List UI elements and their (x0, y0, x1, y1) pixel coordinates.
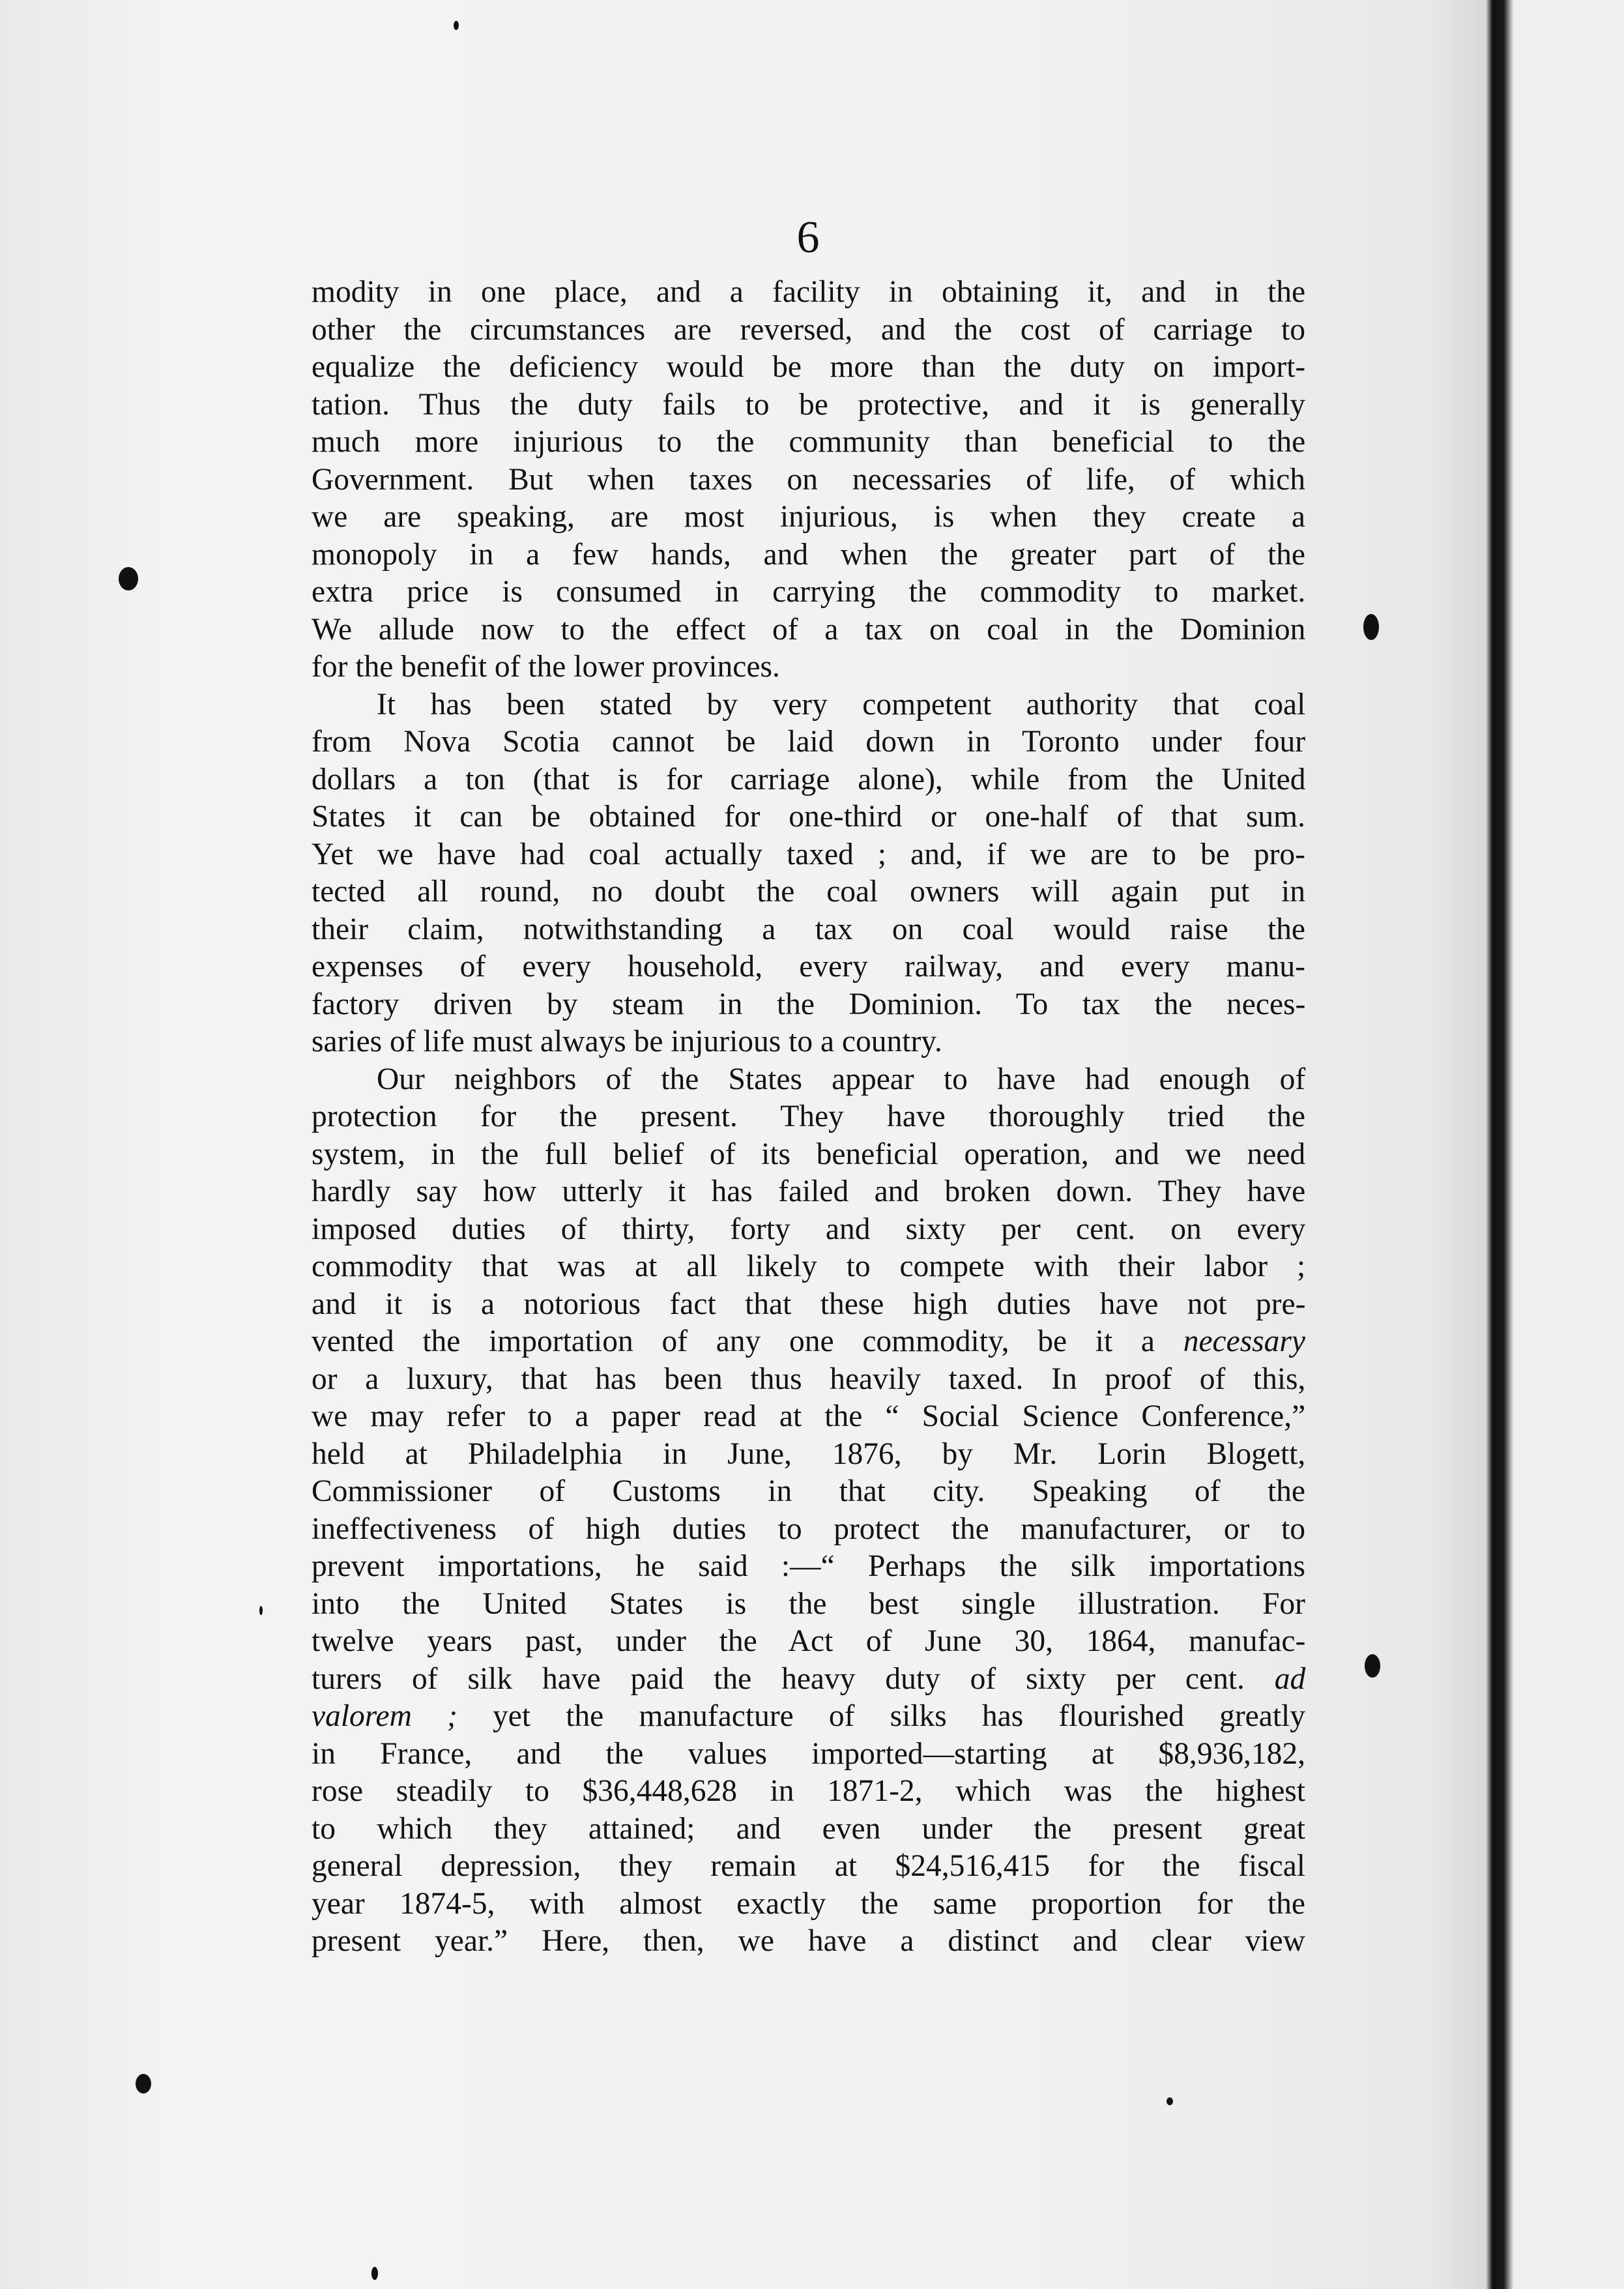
text-line (312, 1661, 1305, 1699)
text-line (312, 1886, 1305, 1923)
text-line (312, 948, 1305, 986)
line-text: expenses of every household, every railway, and every manu- (312, 950, 1305, 984)
scan-speck (371, 2267, 378, 2280)
text-line (312, 1248, 1305, 1286)
text-line (312, 1173, 1305, 1211)
scan-speck (136, 2074, 151, 2093)
text-line (312, 424, 1305, 461)
text-line (312, 723, 1305, 761)
text-line (312, 1773, 1305, 1811)
italic-text: ad (1274, 1661, 1306, 1696)
line-text: or a luxury, that has been thus heavily taxed. In proof of this, (312, 1362, 1306, 1396)
line-text: commodity that was at all likely to compete with their labor ; (312, 1249, 1306, 1283)
text-line (312, 1136, 1305, 1174)
line-text: to which they attained; and even under the present great (312, 1811, 1305, 1846)
text-line (312, 761, 1305, 799)
italic-text: valorem ; (312, 1699, 457, 1733)
line-text: dollars a ton (that is for carriage alone), while from the United (312, 762, 1306, 796)
line-text: ineffectiveness of high duties to protect the manufacturer, or to (312, 1511, 1305, 1546)
text-line (312, 1398, 1305, 1436)
body-text (312, 274, 1305, 1961)
line-text: States it can be obtained for one-third or one-half of that sum. (312, 800, 1305, 834)
line-text: for the benefit of the lower provinces. (312, 650, 780, 684)
text-line (312, 1698, 1305, 1736)
line-text: turers of silk have paid the heavy duty of sixty per cent. (312, 1661, 1245, 1696)
line-text: year 1874-5, with almost exactly the same proportion for the (312, 1886, 1305, 1921)
line-text: modity in one place, and a facility in obtaining it, and in the (312, 275, 1306, 309)
line-text: hardly say how utterly it has failed and broken down. They have (312, 1174, 1306, 1208)
text-line (312, 1361, 1305, 1399)
line-text: we may refer to a paper read at the “ Social Science Conference,” (312, 1399, 1306, 1433)
line-text: Our neighbors of the States appear to have had enough of (377, 1062, 1306, 1096)
line-text: general depression, they remain at $24,516,415 for the fiscal (312, 1849, 1305, 1883)
line-text: protection for the present. They have thoroughly tried the (312, 1100, 1306, 1133)
line-text: system, in the full belief of its beneficial operation, and we need (312, 1137, 1306, 1171)
line-text: rose steadily to $36,448,628 in 1871-2, which was the highest (312, 1774, 1305, 1808)
line-text: yet the manufacture of silks has flourished greatly (493, 1699, 1305, 1733)
text-line (312, 1811, 1305, 1848)
text-line (312, 1098, 1305, 1136)
scan-speck (1365, 1654, 1380, 1678)
line-text: factory driven by steam in the Dominion. To tax the neces- (312, 987, 1306, 1021)
text-line (312, 1286, 1305, 1324)
line-text: extra price is consumed in carrying the commodity to market. (312, 575, 1306, 609)
line-text: Government. But when taxes on necessaries of life, of which (312, 462, 1305, 497)
line-text: much more injurious to the community than beneficial to the (312, 425, 1306, 459)
line-text: monopoly in a few hands, and when the greater part of the (312, 537, 1305, 572)
text-line (312, 649, 1305, 686)
text-line (312, 312, 1305, 349)
text-line (312, 1623, 1305, 1661)
line-text: tected all round, no doubt the coal owners will again put in (312, 875, 1305, 909)
line-text: into the United States is the best single illustration. For (312, 1586, 1305, 1621)
text-line (312, 536, 1305, 574)
line-text: It has been stated by very competent authority that coal (377, 687, 1306, 722)
text-line (312, 349, 1305, 386)
text-line (312, 1061, 1305, 1099)
line-text: their claim, notwithstanding a tax on coal would raise the (312, 912, 1305, 946)
text-line (312, 1736, 1305, 1773)
line-text: saries of life must always be injurious to a country. (312, 1025, 942, 1058)
line-text: equalize the deficiency would be more than the duty on import- (312, 350, 1306, 384)
line-text: other the circumstances are reversed, and the cost of carriage to (312, 312, 1305, 347)
line-text: in France, and the values imported—starting at $8,936,182, (312, 1736, 1305, 1771)
scan-speck (454, 21, 459, 30)
text-line (312, 1323, 1305, 1361)
text-line (312, 274, 1305, 312)
page-number: 6 (796, 212, 820, 263)
text-line (312, 1548, 1305, 1586)
line-text: and it is a notorious fact that these high duties have not pre- (312, 1287, 1306, 1321)
text-line (312, 911, 1305, 949)
text-line (312, 986, 1305, 1024)
line-text: imposed duties of thirty, forty and sixty per cent. on every (312, 1212, 1306, 1246)
line-text: vented the importation of any one commodity, be it a (312, 1324, 1155, 1358)
line-text: we are speaking, are most injurious, is when they create a (312, 500, 1305, 534)
scan-speck (119, 567, 138, 590)
text-line (312, 386, 1305, 424)
text-line (312, 836, 1305, 874)
text-line (312, 499, 1305, 536)
line-text: prevent importations, he said :—“ Perhaps the silk importations (312, 1549, 1305, 1583)
scan-speck (1167, 2097, 1173, 2105)
line-text: We allude now to the effect of a tax on coal in the Dominion (312, 612, 1306, 647)
text-line (312, 798, 1305, 836)
scan-speck (259, 1606, 263, 1615)
text-line (312, 1848, 1305, 1886)
line-text: held at Philadelphia in June, 1876, by Mr. Lorin Blogett, (312, 1436, 1306, 1471)
text-line (312, 1511, 1305, 1549)
line-text: twelve years past, under the Act of June 30, 1864, manufac- (312, 1624, 1306, 1658)
text-line (312, 1211, 1305, 1249)
line-text: present year.” Here, then, we have a distinct and clear view (312, 1924, 1305, 1958)
text-line (312, 1586, 1305, 1624)
text-line (312, 574, 1305, 611)
text-line (312, 611, 1305, 649)
italic-text: necessary (1183, 1324, 1305, 1358)
line-text: Yet we have had coal actually taxed ; and, if we are to be pro- (312, 837, 1305, 871)
line-text: tation. Thus the duty fails to be protective, and it is generally (312, 387, 1306, 422)
text-line (312, 1436, 1305, 1474)
text-line (312, 873, 1305, 911)
text-line (312, 1923, 1305, 1961)
line-text: Commissioner of Customs in that city. Speaking of the (312, 1474, 1305, 1508)
text-line (312, 1023, 1305, 1061)
text-line (312, 1473, 1305, 1511)
scan-speck (1363, 614, 1379, 640)
text-line (312, 461, 1305, 499)
line-text: from Nova Scotia cannot be laid down in Toronto under four (312, 725, 1306, 759)
text-line (312, 686, 1305, 724)
